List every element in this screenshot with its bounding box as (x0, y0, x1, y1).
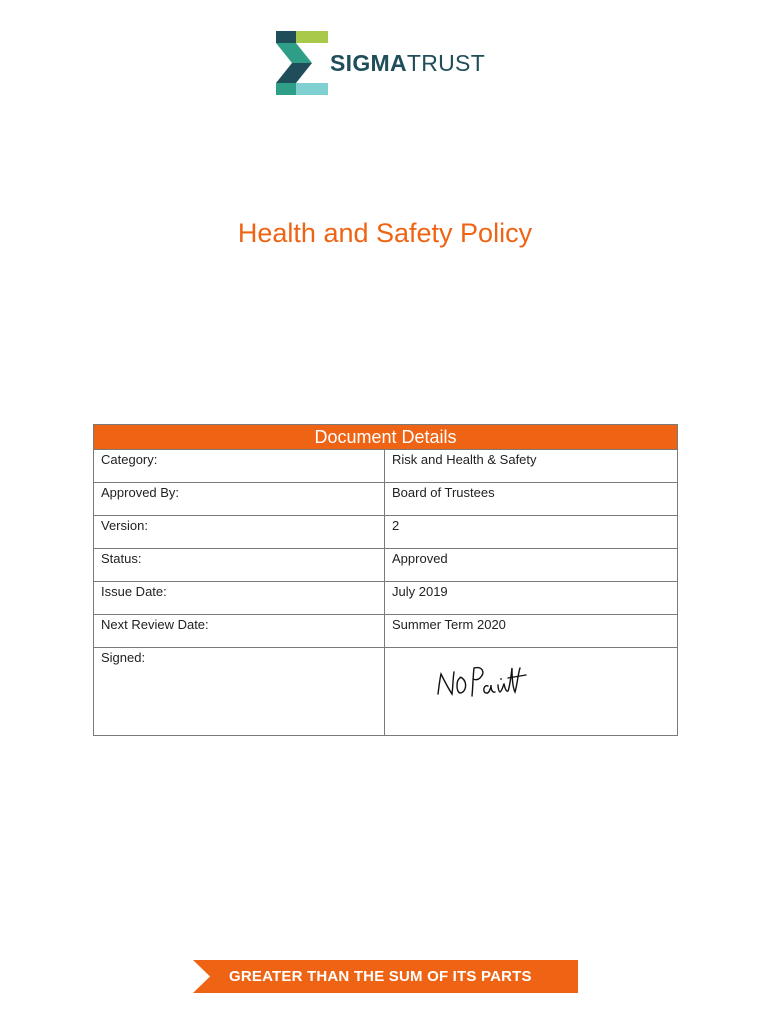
row-label: Signed: (94, 648, 385, 736)
document-details-table (93, 424, 678, 736)
page-title: Health and Safety Policy (237, 218, 533, 248)
row-value: 2 (385, 516, 678, 549)
row-label: Category: (94, 450, 385, 483)
handwritten-signature (434, 664, 534, 704)
row-value: Summer Term 2020 (385, 615, 678, 648)
sigma-chevron-icon (274, 31, 330, 95)
row-label: Version: (94, 516, 385, 549)
table-heading: Document Details (94, 425, 678, 450)
row-label: Approved By: (94, 483, 385, 516)
row-value: July 2019 (385, 582, 678, 615)
table-row-approved-by (94, 483, 678, 516)
logo-bold-text: SIGMA (330, 50, 407, 76)
row-value: Risk and Health & Safety (385, 450, 678, 483)
logo-light-text: TRUST (406, 50, 486, 76)
table-row-status (94, 549, 678, 582)
row-label: Status: (94, 549, 385, 582)
table-row-version (94, 516, 678, 549)
footer-slogan: GREATER THAN THE SUM OF ITS PARTS (229, 968, 532, 985)
table-row-issue-date (94, 582, 678, 615)
row-label: Issue Date: (94, 582, 385, 615)
sigma-trust-logo (274, 31, 499, 95)
table-row-signed (94, 648, 678, 736)
row-value: Approved (385, 549, 678, 582)
table-header-row (94, 425, 678, 450)
table-row-category (94, 450, 678, 483)
footer-slogan-banner (193, 960, 578, 993)
signature-cell (385, 648, 678, 736)
logo-wordmark (330, 49, 485, 77)
row-label: Next Review Date: (94, 615, 385, 648)
table-row-next-review-date (94, 615, 678, 648)
row-value: Board of Trustees (385, 483, 678, 516)
